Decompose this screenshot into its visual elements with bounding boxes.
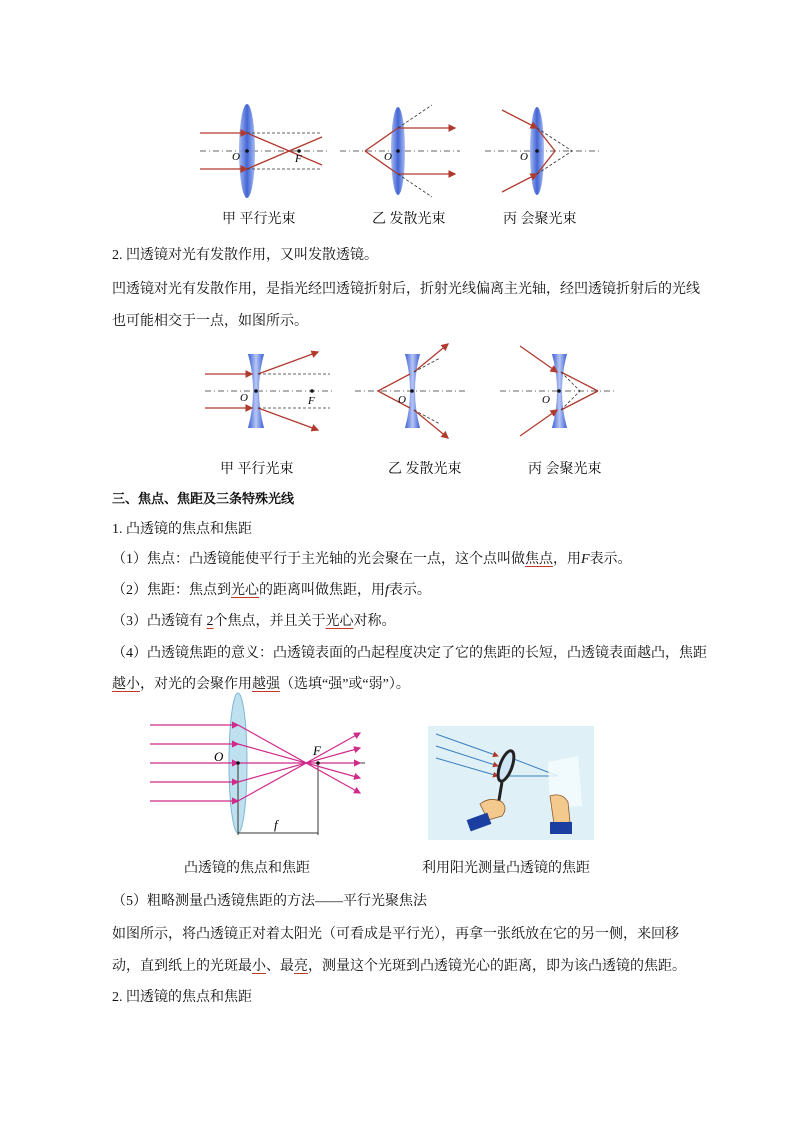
figure-concave-lens-beams	[0, 340, 794, 460]
figure-convex-lens-beams	[0, 0, 794, 220]
item5-answer-1: 小	[252, 959, 266, 974]
item3-prefix: （3）凸透镜有	[112, 614, 207, 629]
sec2-title: 2. 凹透镜对光有发散作用，又叫发散透镜。	[112, 248, 378, 263]
item-1	[112, 550, 632, 570]
item-5-para-line2	[112, 957, 686, 977]
figure-sunlight-measure	[428, 726, 594, 840]
caption-sunlight-measure: 利用阳光测量凸透镜的焦距	[422, 861, 590, 876]
caption-concave-jia: 甲 平行光束	[220, 462, 294, 477]
sub-heading-2: 2. 凹透镜的焦点和焦距	[112, 990, 252, 1005]
item4-answer-2: 越强	[252, 677, 280, 692]
caption-concave-bing: 丙 会聚光束	[528, 462, 602, 477]
item1-var: F	[581, 552, 590, 567]
item-4-line1: （4）凸透镜焦距的意义：凸透镜表面的凸起程度决定了它的焦距的长短，凸透镜表面越凸，焦距	[112, 646, 707, 661]
diagram-yi-divergent	[340, 105, 460, 197]
item-3	[112, 612, 396, 632]
item1-answer: 焦点	[525, 552, 553, 567]
item3-mid: 个焦点，并且关于	[213, 614, 326, 629]
item5-end: ，测量这个光斑到凸透镜光心的距离，即为该凸透镜的焦距。	[308, 959, 686, 974]
label-f: F	[295, 153, 302, 165]
label-o: O	[214, 749, 224, 764]
diagram-bing-convergent	[485, 107, 600, 195]
item2-answer: 光心	[231, 583, 259, 598]
figure-convex-focal	[150, 705, 380, 840]
label-o: O	[384, 151, 392, 163]
item2-prefix: （2）焦距：焦点到	[112, 583, 231, 598]
diagram-concave-yi	[355, 344, 465, 438]
item-2	[112, 581, 431, 601]
item-4-line2	[112, 675, 410, 695]
item-5-para-line1: 如图所示，将凸透镜正对着太阳光（可看成是平行光），再拿一张纸放在它的另一侧，来回移	[112, 927, 679, 942]
item4-mid: ，对光的会聚作用	[140, 677, 252, 692]
heading-section-3: 三、焦点、焦距及三条特殊光线	[112, 492, 295, 507]
caption-bing: 丙 会聚光束	[503, 212, 577, 227]
caption-yi: 乙 发散光束	[372, 212, 446, 227]
item2-var: f	[385, 583, 389, 598]
label-f: F	[313, 743, 321, 758]
label-o: O	[398, 394, 406, 406]
label-o: O	[520, 151, 528, 163]
label-o: O	[542, 394, 550, 406]
caption-jia: 甲 平行光束	[222, 212, 296, 227]
item5-prefix: 动，直到纸上的光斑最	[112, 959, 252, 974]
sub-heading-1: 1. 凸透镜的焦点和焦距	[112, 522, 252, 537]
sec2-para-line2: 也可能相交于一点，如图所示。	[112, 314, 308, 329]
item4-answer-1: 越小	[112, 677, 140, 692]
item2-mid: 的距离叫做焦距，用	[259, 583, 385, 598]
item1-end: 表示。	[589, 552, 632, 567]
item2-end: 表示。	[388, 583, 431, 598]
item1-prefix: （1）焦点：凸透镜能使平行于主光轴的光会聚在一点，这个点叫做	[112, 552, 525, 567]
item3-end: 对称。	[353, 614, 396, 629]
label-o: O	[232, 151, 240, 163]
item5-sep: 、最	[266, 959, 294, 974]
sec2-para-line1: 凹透镜对光有发散作用，是指光经凹透镜折射后，折射光线偏离主光轴，经凹透镜折射后的光线	[112, 282, 700, 297]
item5-answer-2: 亮	[294, 959, 308, 974]
item3-answer-2: 光心	[325, 614, 354, 629]
label-o: O	[240, 392, 248, 404]
label-focal-length: f	[274, 817, 278, 832]
diagram-concave-bing	[500, 346, 615, 436]
diagram-concave-jia	[205, 352, 335, 430]
item1-suffix: ，用	[553, 552, 581, 567]
label-f: F	[308, 395, 315, 407]
item-5: （5）粗略测量凸透镜焦距的方法——平行光聚焦法	[112, 894, 427, 909]
caption-concave-yi: 乙 发散光束	[388, 462, 462, 477]
item4-end: （选填“强”或“弱”）。	[280, 677, 410, 692]
caption-convex-focal: 凸透镜的焦点和焦距	[184, 861, 310, 876]
item3-answer-1: 2	[206, 614, 214, 629]
diagram-jia-parallel	[200, 104, 330, 198]
